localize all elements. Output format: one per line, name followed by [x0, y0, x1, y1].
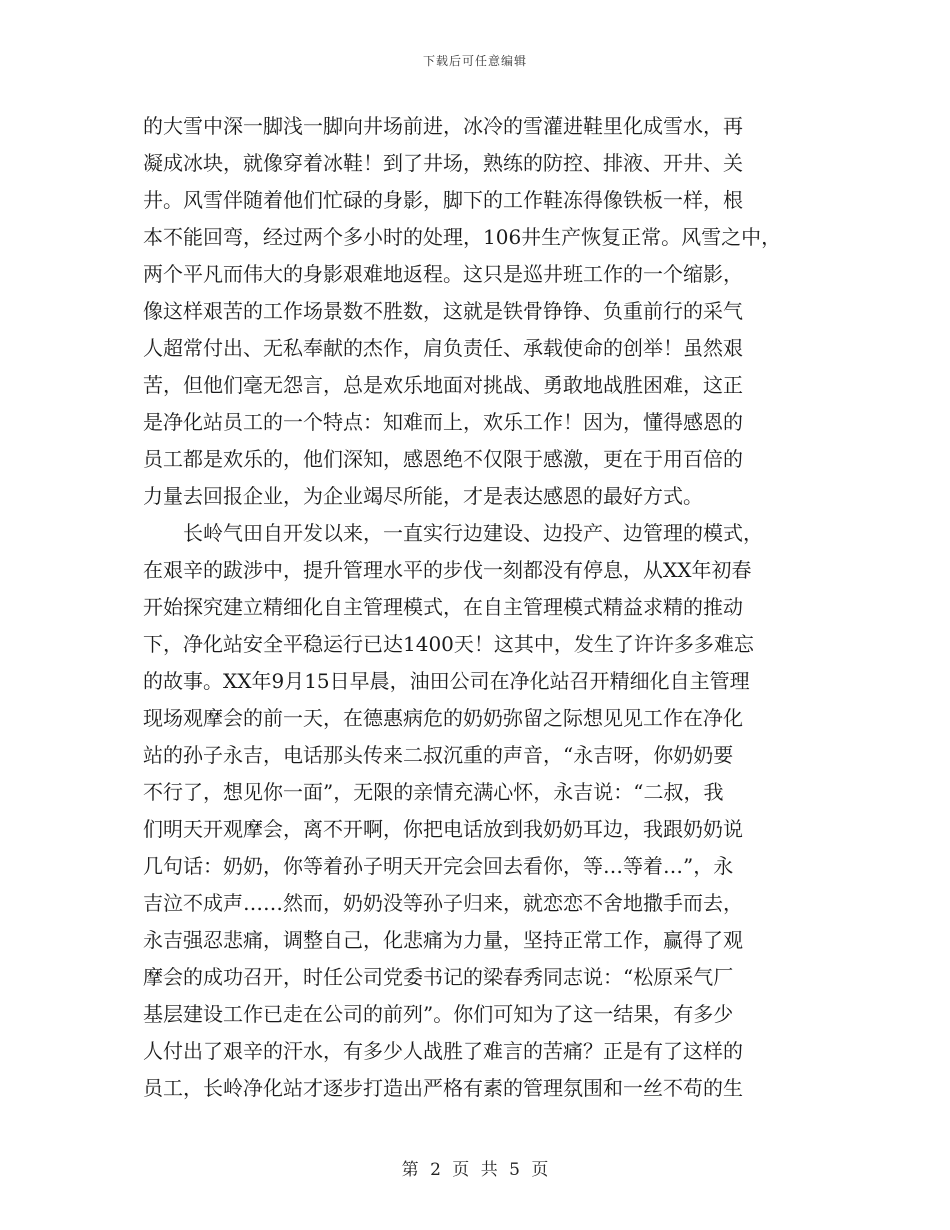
- text-line: 永吉强忍悲痛，调整自己，化悲痛为力量，坚持正常工作，赢得了观: [143, 928, 743, 952]
- text-line: 员工，长岭净化站才逐步打造出严格有素的管理氛围和一丝不苟的生: [143, 1076, 743, 1100]
- text-line: 基层建设工作已走在公司的前列”。你们可知为了这一结果，有多少: [143, 1002, 734, 1026]
- page-number: 第 2 页 共 5 页: [401, 1160, 549, 1180]
- text-line: 站的孙子永吉，电话那头传来二叔沉重的声音，“永吉呀，你奶奶要: [143, 743, 734, 767]
- text-line: 的故事。XX年9月15日早晨，油田公司在净化站召开精细化自主管理: [143, 669, 750, 693]
- text-line: 员工都是欢乐的，他们深知，感恩绝不仅限于感激，更在于用百倍的: [143, 447, 743, 471]
- text-line: 下，净化站安全平稳运行已达1400天！这其中，发生了许许多多难忘: [143, 632, 754, 656]
- text-line: 本不能回弯，经过两个多小时的处理，106井生产恢复正常。风雪之中，: [143, 225, 782, 249]
- text-line: 凝成冰块，就像穿着冰鞋！到了井场，熟练的防控、排液、开井、关: [143, 151, 743, 175]
- text-line: 开始探究建立精细化自主管理模式，在自主管理模式精益求精的推动: [143, 595, 743, 619]
- text-line: 摩会的成功召开，时任公司党委书记的梁春秀同志说：“松原采气厂: [143, 965, 734, 989]
- paragraph-start-line: 长岭气田自开发以来，一直实行边建设、边投产、边管理的模式，: [183, 521, 763, 545]
- text-line: 是净化站员工的一个特点：知难而上，欢乐工作！因为，懂得感恩的: [143, 410, 743, 434]
- text-line: 人付出了艰辛的汗水，有多少人战胜了难言的苦痛？正是有了这样的: [143, 1039, 743, 1063]
- text-line: 现场观摩会的前一天，在德惠病危的奶奶弥留之际想见见工作在净化: [143, 706, 743, 730]
- text-line: 像这样艰苦的工作场景数不胜数，这就是铁骨铮铮、负重前行的采气: [143, 299, 743, 323]
- text-line: 在艰辛的跋涉中，提升管理水平的步伐一刻都没有停息，从XX年初春: [143, 558, 752, 582]
- text-line: 几句话：奶奶，你等着孙子明天开完会回去看你，等…等着…”，永: [143, 854, 734, 878]
- text-line: 的大雪中深一脚浅一脚向井场前进，冰冷的雪灌进鞋里化成雪水，再: [143, 114, 743, 138]
- text-line: 井。风雪伴随着他们忙碌的身影，脚下的工作鞋冻得像铁板一样，根: [143, 188, 743, 212]
- text-line: 苦，但他们毫无怨言，总是欢乐地面对挑战、勇敢地战胜困难，这正: [143, 373, 743, 397]
- document-body: [143, 108, 823, 1107]
- text-line: 力量去回报企业，为企业竭尽所能，才是表达感恩的最好方式。: [143, 484, 703, 508]
- text-line: 吉泣不成声……然而，奶奶没等孙子归来，就恋恋不舍地撒手而去，: [143, 891, 743, 915]
- text-line: 人超常付出、无私奉献的杰作，肩负责任、承载使命的创举！虽然艰: [143, 336, 743, 360]
- text-line: 不行了，想见你一面”，无限的亲情充满心怀，永吉说：“二叔，我: [143, 780, 724, 804]
- text-line: 们明天开观摩会，离不开啊，你把电话放到我奶奶耳边，我跟奶奶说: [143, 817, 743, 841]
- text-line: 两个平凡而伟大的身影艰难地返程。这只是巡井班工作的一个缩影，: [143, 262, 743, 286]
- page-header: 下载后可任意编辑: [422, 54, 527, 68]
